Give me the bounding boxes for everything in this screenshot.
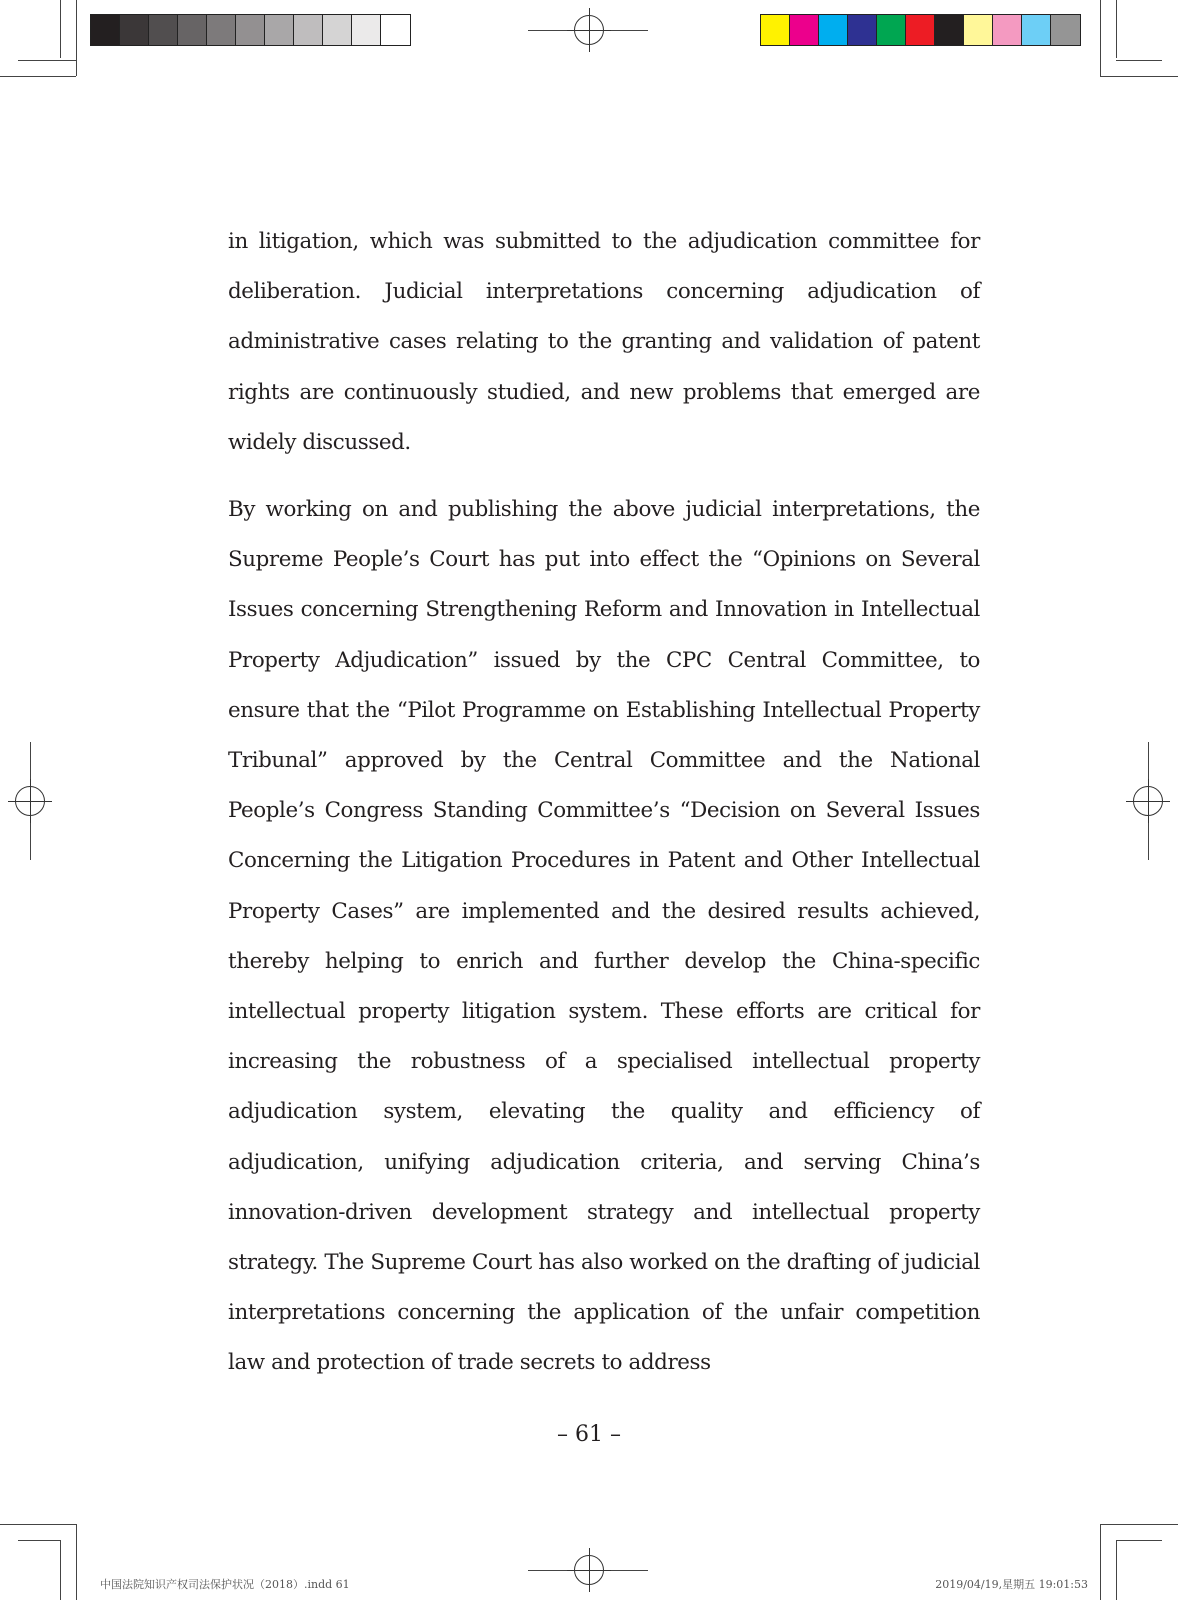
color-swatch bbox=[207, 15, 236, 45]
crop-mark bbox=[60, 0, 61, 58]
slug-file-info: 中国法院知识产权司法保护状况（2018）.indd 61 bbox=[100, 1578, 350, 1591]
crop-mark bbox=[1116, 0, 1117, 58]
registration-mark-top bbox=[574, 15, 604, 45]
color-swatch bbox=[877, 15, 906, 45]
color-swatch bbox=[906, 15, 935, 45]
crop-mark bbox=[0, 76, 76, 77]
crop-mark bbox=[76, 1524, 77, 1600]
paragraph: in litigation, which was submitted to the adjudication committee for deliberation. Judicial interpretations concerning adjudication of administrative cases relating to the granting and validation of patent rights are continuously studied, and new problems that emerged are widely discussed. bbox=[228, 229, 980, 455]
color-swatch bbox=[265, 15, 294, 45]
color-swatch bbox=[236, 15, 265, 45]
color-swatch bbox=[993, 15, 1022, 45]
registration-mark-bottom bbox=[574, 1555, 604, 1585]
crop-mark bbox=[1100, 1524, 1178, 1525]
color-swatch bbox=[819, 15, 848, 45]
color-swatch bbox=[91, 15, 120, 45]
crop-mark bbox=[60, 1540, 61, 1600]
registration-mark-left bbox=[15, 786, 45, 816]
color-swatch bbox=[761, 15, 790, 45]
body-text bbox=[228, 217, 980, 1389]
page-number: – 61 – bbox=[557, 1422, 621, 1447]
color-swatch bbox=[381, 15, 410, 45]
color-swatch bbox=[1051, 15, 1080, 45]
color-swatch bbox=[149, 15, 178, 45]
registration-mark-right bbox=[1133, 786, 1163, 816]
crop-mark bbox=[1100, 1524, 1101, 1600]
color-swatch bbox=[120, 15, 149, 45]
color-swatch bbox=[848, 15, 877, 45]
color-swatch bbox=[323, 15, 352, 45]
crop-mark bbox=[1116, 60, 1162, 61]
crop-mark bbox=[18, 1540, 60, 1541]
color-swatch bbox=[790, 15, 819, 45]
crop-mark bbox=[0, 1524, 76, 1525]
crop-mark bbox=[18, 60, 76, 61]
crop-mark bbox=[1100, 0, 1101, 76]
crop-mark bbox=[76, 0, 77, 76]
crop-mark bbox=[1116, 1540, 1162, 1541]
crop-mark bbox=[1100, 76, 1178, 77]
color-swatch bbox=[1022, 15, 1051, 45]
color-swatch bbox=[294, 15, 323, 45]
color-swatch bbox=[178, 15, 207, 45]
color-swatch bbox=[352, 15, 381, 45]
color-swatch bbox=[964, 15, 993, 45]
process-color-bar bbox=[760, 14, 1081, 46]
slug-timestamp: 2019/04/19,星期五 19:01:53 bbox=[935, 1578, 1088, 1591]
paragraph: By working on and publishing the above judicial interpretations, the Supreme People’s Court has put into effect the “Opinions on Several Issues concerning Strengthening Reform and Innovation in Intellectual Property Adjudication” issued by the CPC Central Committee, to ensure that the “Pilot Programme on Establishing Intellectual Property Tribunal” approved by the Central Committee and the National People’s Congress Standing Committee’s “Decision on Several Issues Concerning the Litigation Procedures in Patent and Other Intellectual Property Cases” are implemented and the desired results achieved, thereby helping to enrich and further develop the China-specific intellectual property litigation system. These efforts are critical for increasing the robustness of a specialised intellectual property adjudication system, elevating the quality and efficiency of adjudication, unifying adjudication criteria, and serving China’s innovation-driven development strategy and intellectual property strategy. The Supreme Court has also worked on the drafting of judicial interpretations concerning the application of the unfair competition law and protection of trade secrets to address bbox=[228, 497, 980, 1376]
grayscale-color-bar bbox=[90, 14, 411, 46]
color-swatch bbox=[935, 15, 964, 45]
crop-mark bbox=[1116, 1540, 1117, 1600]
